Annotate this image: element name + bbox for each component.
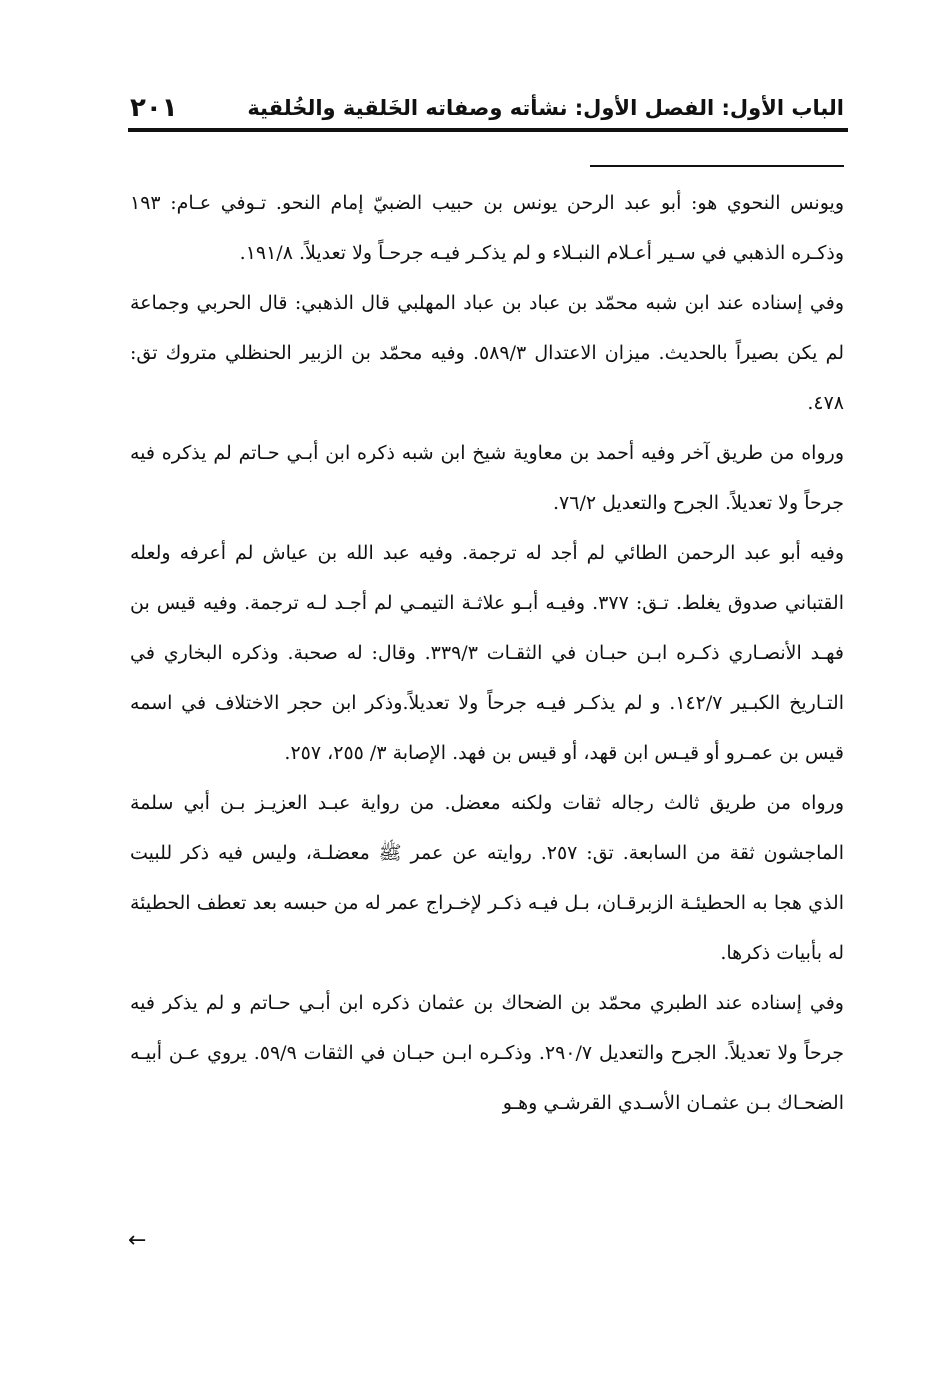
footnote-paragraph: ورواه من طريق ثالث رجاله ثقات ولكنه معضل. من رواية عبـد العزيـز بـن أبي سلمة الماجشون ثقة من السابعة. تق: ٢٥٧. روايته عن عمر ﷺ معضلـة، وليس فيه ذكر للبيت الذي هجا به الحطيئـة الزبرقـان، بـل فيـه ذكـر لإخـراج عمر له من حبسه بعد تعطف الحطيئة له بأبيات ذكرها. — [130, 792, 844, 964]
running-title: الباب الأول: الفصل الأول: نشأته وصفاته الخَلقية والخُلقية — [247, 96, 844, 120]
footnote-paragraph: ويونس النحوي هو: أبو عبد الرحن يونس بن حبيب الضبيّ إمام النحو. تـوفي عـام: ١٩٣ وذكـره الذهبي في سـير أعـلام النبـلاء و لم يذكـر فيـه جرحـاً ولا تعديلاً. ١٩١/٨. — [130, 192, 844, 264]
continuation-arrow-icon: ← — [128, 1228, 147, 1253]
page-number: ٢٠١ — [130, 93, 178, 123]
footnote-separator — [590, 165, 844, 167]
footnote-paragraph: ورواه من طريق آخر وفيه أحمد بن معاوية شيخ ابن شبه ذكره ابن أبـي حـاتم لم يذكره فيه جرحاً ولا تعديلاً. الجرح والتعديل ٧٦/٢. — [130, 442, 844, 514]
page-header — [130, 88, 844, 128]
footnote-paragraph: وفي إسناده عند ابن شبه محمّد بن عباد بن عباد المهلبي قال الذهبي: قال الحربي وجماعة لم يكن بصيراً بالحديث. ميزان الاعتدال ٥٨٩/٣. وفيه محمّد بن الزبير الحنظلي متروك تق: ٤٧٨. — [130, 292, 845, 414]
footnote-paragraph: وفيه أبو عبد الرحمن الطائي لم أجد له ترجمة. وفيه عبد الله بن عياش لم أعرفه ولعله القتباني صدوق يغلط. تـق: ٣٧٧. وفيـه أبـو علاثـة التيمـي لم أجـد لـه ترجمة. وفيه قيس بن فهـد الأنصـاري ذكـره ابـن حبـان في الثقـات ٣٣٩/٣. وقال: له صحبة. وذكره البخاري في التـاريخ الكبـير ١٤٢/٧. و لم يذكـر فيـه جرحاً ولا تعديلاً.وذكر ابن حجر الاختلاف في اسمه قيس بن عمـرو أو قيـس ابن قهد، أو قيس بن فهد. الإصابة ٣/ ٢٥٥، ٢٥٧. — [130, 542, 844, 764]
footnote-paragraph: وفي إسناده عند الطبري محمّد بن الضحاك بن عثمان ذكره ابن أبـي حـاتم و لم يذكر فيه جرحاً ولا تعديلاً. الجرح والتعديل ٢٩٠/٧. وذكـره ابـن حبـان في الثقات ٥٩/٩. يروي عـن أبيـه الضحـاك بـن عثمـان الأسـدي القرشـي وهـو — [130, 992, 845, 1114]
header-rule — [128, 128, 848, 132]
footnotes-body — [130, 178, 844, 1128]
